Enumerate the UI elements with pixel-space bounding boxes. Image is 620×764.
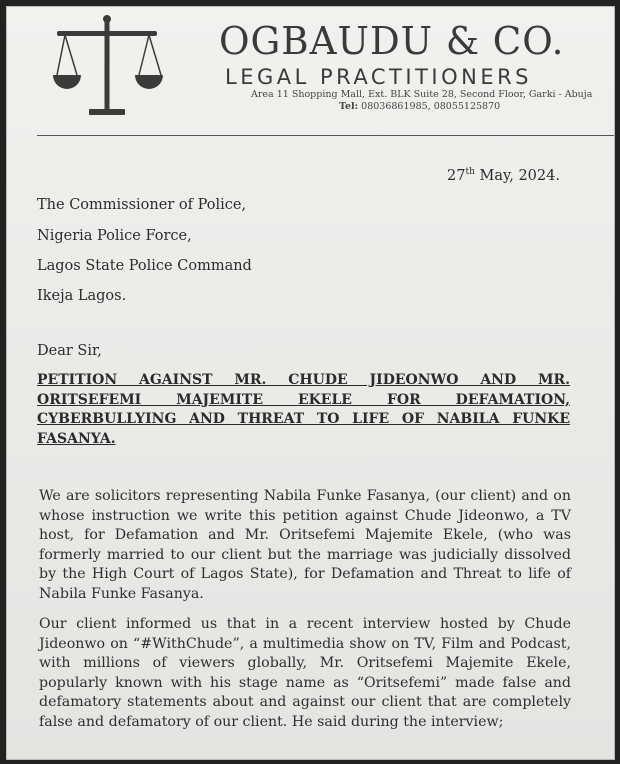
tel-label: Tel: bbox=[339, 101, 359, 112]
recipient-line: The Commissioner of Police, bbox=[37, 197, 247, 213]
recipient-line: Ikeja Lagos. bbox=[37, 288, 127, 304]
body-paragraph: We are solicitors representing Nabila Funke Fasanya, (our client) and on whose instruction we write this petition against Chude Jideonwo, a TV host, for Defamation and Mr. Oritsefemi Majemite Ekele, (who was formerly married to our client but the marriage was judicially dissolved by the High Court of Lagos State), for Defamation and Threat to life of Nabila Funke Fasanya. bbox=[39, 488, 571, 602]
tel-numbers: 08036861985, 08055125870 bbox=[361, 101, 501, 112]
firm-address: Area 11 Shopping Mall, Ext. BLK Suite 28, Second Floor, Garki - Abuja bbox=[251, 89, 593, 100]
firm-subtitle: LEGAL PRACTITIONERS bbox=[225, 65, 533, 89]
date-rest: May, 2024. bbox=[474, 168, 560, 184]
header-divider bbox=[37, 135, 614, 136]
firm-name: OGBAUDU & CO. bbox=[219, 19, 565, 63]
date-suffix: th bbox=[465, 167, 475, 177]
firm-telephone bbox=[339, 101, 500, 112]
scales-of-justice-icon bbox=[51, 11, 163, 123]
salutation: Dear Sir, bbox=[37, 343, 102, 359]
letter-page bbox=[6, 6, 615, 760]
recipient-line: Lagos State Police Command bbox=[37, 258, 252, 274]
body-paragraph: Our client informed us that in a recent interview hosted by Chude Jideonwo on “#WithChude”, a multimedia show on TV, Film and Podcast, with millions of viewers globally, Mr. Oritsefemi Majemite Ekele, popularly known with his stage name as “Oritsefemi” made false and defamatory statements about and against our client that are completely false and defamatory of our client. He said during the interview; bbox=[39, 616, 571, 730]
date-day: 27 bbox=[447, 168, 466, 184]
letter-date bbox=[447, 167, 560, 184]
recipient-line: Nigeria Police Force, bbox=[37, 228, 192, 244]
petition-subject: PETITION AGAINST MR. CHUDE JIDEONWO AND MR. ORITSEFEMI MAJEMITE EKELE FOR DEFAMATION, CYBERBULLYING AND THREAT TO LIFE OF NABILA FUNKE FASANYA. bbox=[37, 372, 570, 447]
